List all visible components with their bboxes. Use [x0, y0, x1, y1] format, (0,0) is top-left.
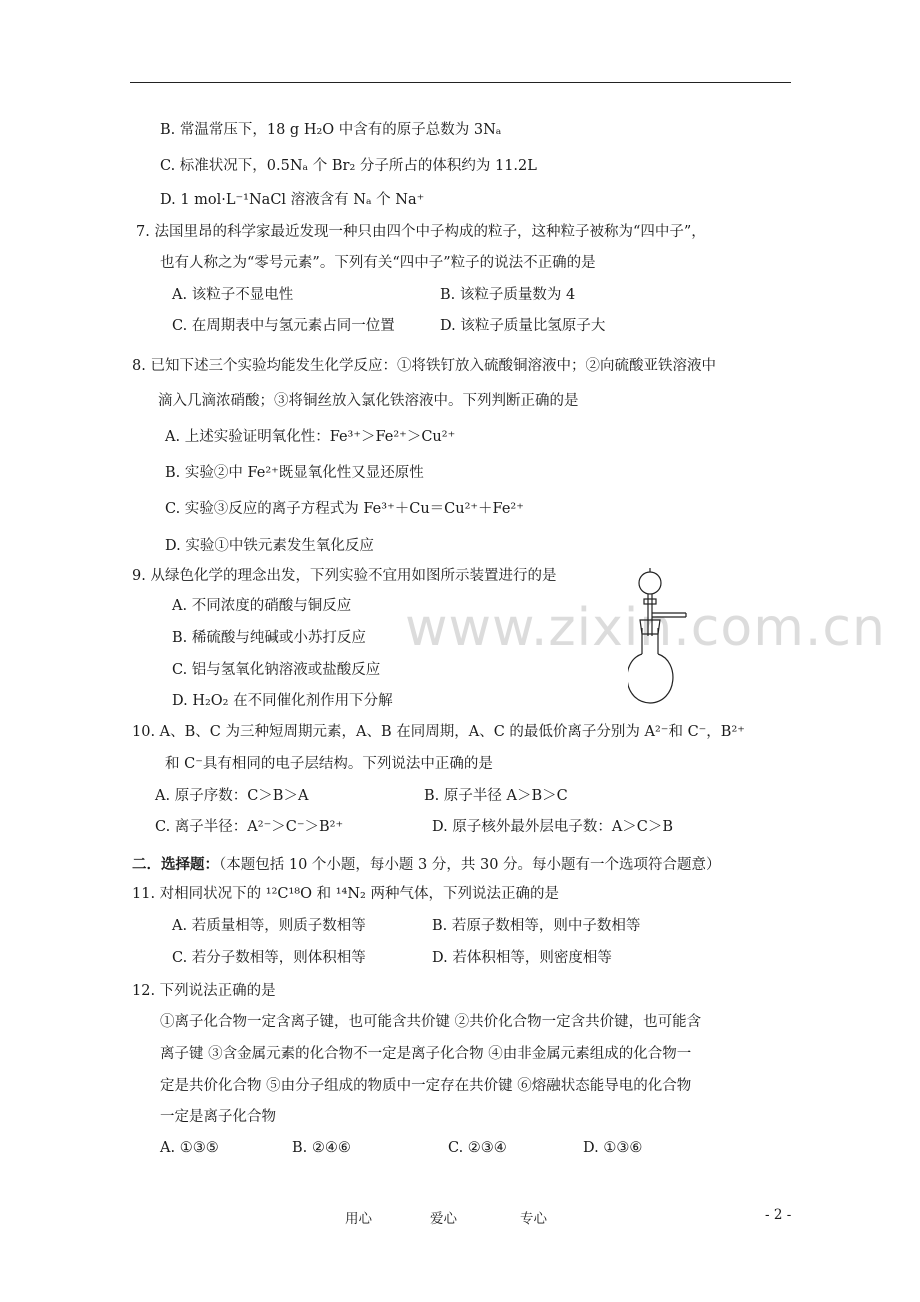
q12-option-c: C. ②③④ — [448, 1140, 507, 1156]
q11-option-b: B. 若原子数相等，则中子数相等 — [432, 918, 641, 934]
section2-title: 二．选择题： — [132, 856, 219, 873]
q8-option-a: A. 上述实验证明氧化性：Fe³⁺＞Fe²⁺＞Cu²⁺ — [165, 429, 456, 445]
q12-option-a: A. ①③⑤ — [160, 1140, 219, 1156]
q12-statement-line3: 定是共价化合物 ⑤由分子组成的物质中一定存在共价键 ⑥熔融状态能导电的化合物 — [160, 1078, 692, 1094]
footer-right-text: 专心 — [520, 1211, 547, 1227]
q6-option-c: C. 标准状况下，0.5Nₐ 个 Br₂ 分子所占的体积约为 11.2L — [160, 158, 537, 174]
footer-middle-text: 爱心 — [430, 1211, 457, 1227]
q11-option-c: C. 若分子数相等，则体积相等 — [172, 950, 366, 966]
q7-option-c: C. 在周期表中与氢元素占同一位置 — [172, 318, 395, 334]
q8-stem-line1: 8. 已知下述三个实验均能发生化学反应：①将铁钉放入硫酸铜溶液中；②向硫酸亚铁溶液中 — [132, 358, 716, 374]
q11-option-a: A. 若质量相等，则质子数相等 — [172, 918, 366, 934]
q10-option-d: D. 原子核外最外层电子数：A＞C＞B — [432, 819, 674, 835]
q8-option-b: B. 实验②中 Fe²⁺既显氧化性又显还原性 — [165, 465, 424, 481]
q8-option-c: C. 实验③反应的离子方程式为 Fe³⁺＋Cu＝Cu²⁺＋Fe²⁺ — [165, 501, 524, 517]
q11-stem: 11. 对相同状况下的 ¹²C¹⁸O 和 ¹⁴N₂ 两种气体，下列说法正确的是 — [132, 886, 559, 902]
q7-option-a: A. 该粒子不显电性 — [172, 287, 294, 303]
q8-option-d: D. 实验①中铁元素发生氧化反应 — [165, 538, 374, 554]
section2-heading — [132, 855, 721, 875]
q8-stem-line2: 滴入几滴浓硝酸；③将铜丝放入氯化铁溶液中。下列判断正确的是 — [158, 393, 579, 409]
q10-option-a: A. 原子序数：C＞B＞A — [155, 788, 309, 804]
q10-stem-line1: 10. A、B、C 为三种短周期元素，A、B 在同周期，A、C 的最低价离子分别为 A²⁻和 C⁻，B²⁺ — [132, 724, 745, 740]
q9-option-a: A. 不同浓度的硝酸与铜反应 — [172, 598, 352, 614]
q12-statement-line4: 一定是离子化合物 — [160, 1109, 276, 1125]
q12-stem: 12. 下列说法正确的是 — [132, 983, 276, 999]
q9-stem: 9. 从绿色化学的理念出发，下列实验不宜用如图所示装置进行的是 — [132, 568, 557, 584]
q9-option-b: B. 稀硫酸与纯碱或小苏打反应 — [172, 630, 366, 646]
section2-description: （本题包括 10 个小题，每小题 3 分，共 30 分。每小题有一个选项符合题意） — [219, 857, 721, 873]
q12-statement-line1: ①离子化合物一定含离子键，也可能含共价键 ②共价化合物一定含共价键，也可能含 — [160, 1014, 702, 1030]
watermark: www.zixin.com.cn — [405, 598, 886, 658]
q6-option-d: D. 1 mol·L⁻¹NaCl 溶液含有 Nₐ 个 Na⁺ — [160, 192, 425, 208]
q12-option-b: B. ②④⑥ — [292, 1140, 351, 1156]
page-number: - 2 - — [765, 1207, 792, 1223]
flask-apparatus-figure — [628, 566, 708, 708]
q10-option-b: B. 原子半径 A＞B＞C — [424, 788, 568, 804]
q11-option-d: D. 若体积相等，则密度相等 — [432, 950, 612, 966]
q12-option-d: D. ①③⑥ — [583, 1140, 643, 1156]
q10-stem-line2: 和 C⁻具有相同的电子层结构。下列说法中正确的是 — [165, 756, 493, 772]
q12-statement-line2: 离子键 ③含金属元素的化合物不一定是离子化合物 ④由非金属元素组成的化合物一 — [160, 1046, 692, 1062]
q7-stem-line1: 7. 法国里昂的科学家最近发现一种只由四个中子构成的粒子，这种粒子被称为“四中子”， — [136, 224, 706, 240]
q9-option-c: C. 铝与氢氧化钠溶液或盐酸反应 — [172, 662, 381, 678]
q7-option-d: D. 该粒子质量比氢原子大 — [440, 318, 606, 334]
q9-option-d: D. H₂O₂ 在不同催化剂作用下分解 — [172, 693, 393, 709]
footer-left-text: 用心 — [345, 1211, 372, 1227]
q6-option-b: B. 常温常压下，18 g H₂O 中含有的原子总数为 3Nₐ — [160, 122, 502, 138]
q7-stem-line2: 也有人称之为“零号元素”。下列有关“四中子”粒子的说法不正确的是 — [160, 255, 596, 271]
q7-option-b: B. 该粒子质量数为 4 — [440, 287, 576, 303]
q10-option-c: C. 离子半径：A²⁻＞C⁻＞B²⁺ — [155, 819, 344, 835]
header-rule — [130, 82, 791, 83]
